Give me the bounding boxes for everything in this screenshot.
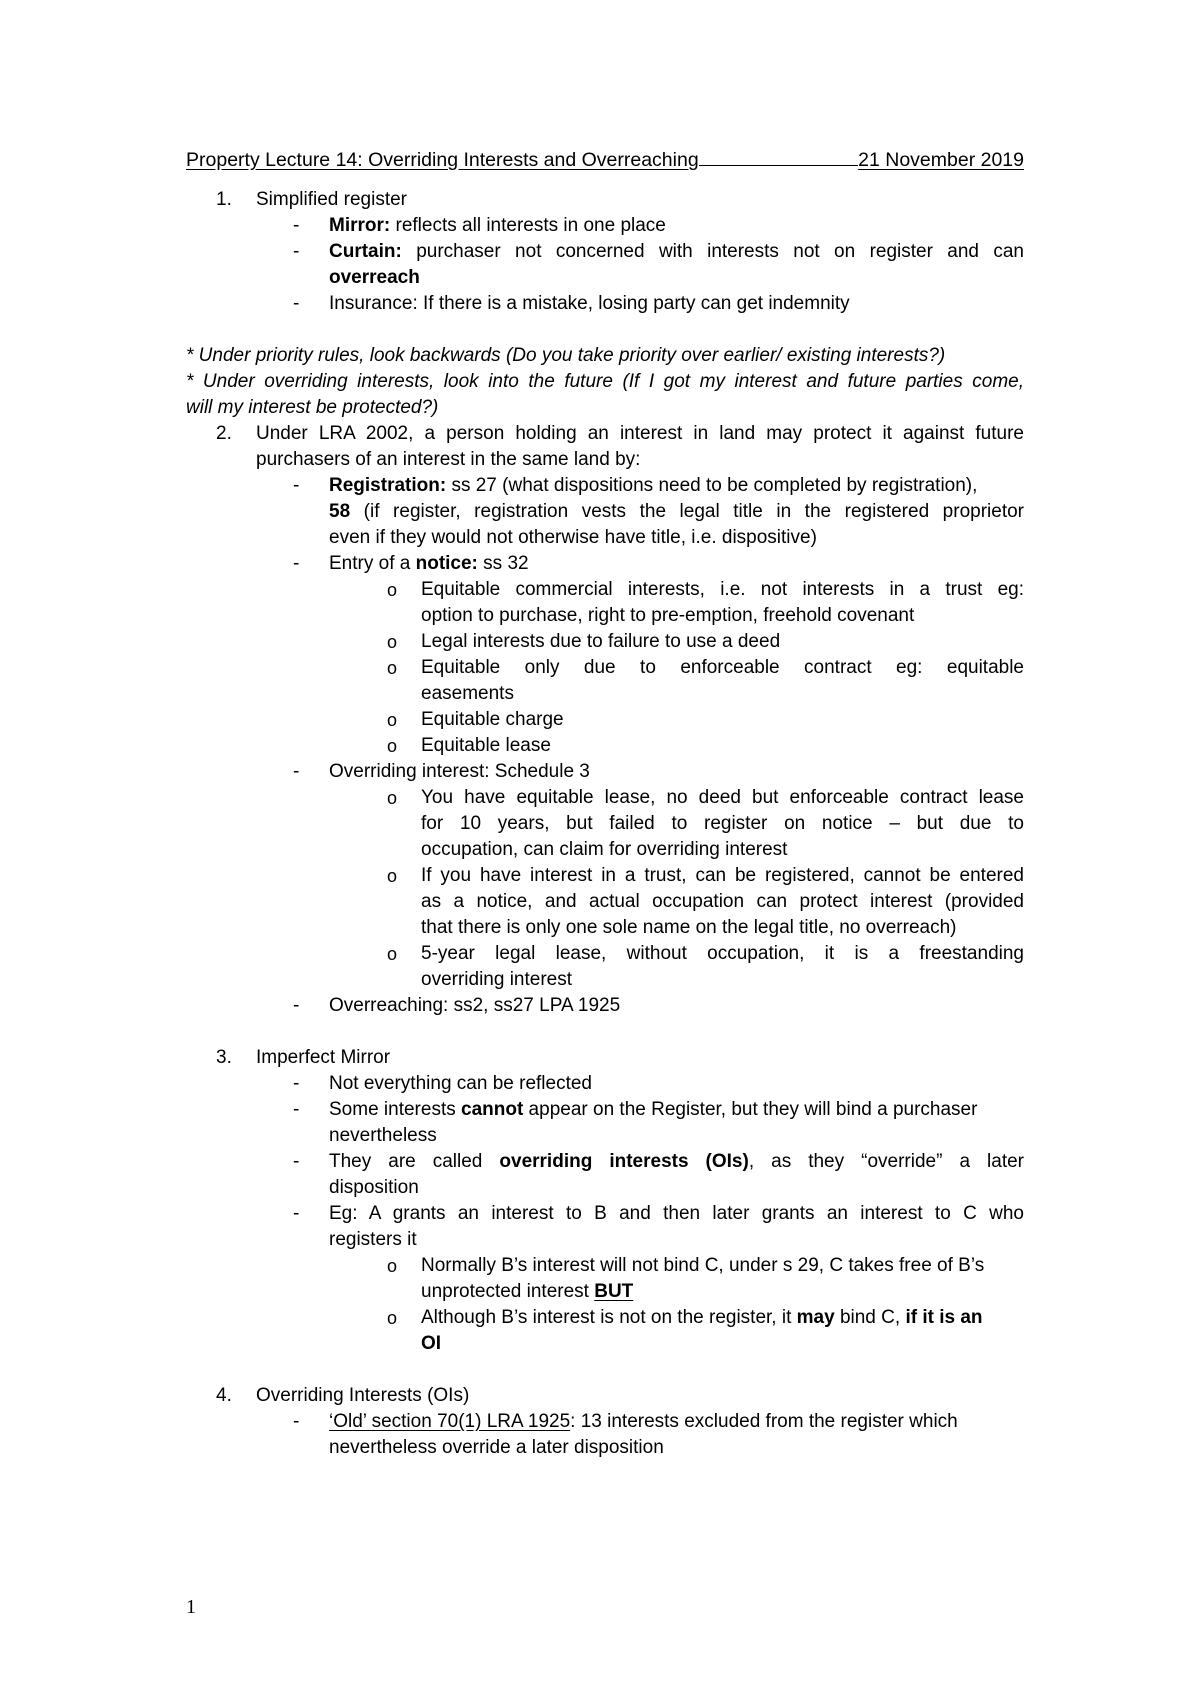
section-title: Imperfect Mirror xyxy=(256,1047,391,1068)
section-text: Under LRA 2002, a person holding an interest in land may protect it against future xyxy=(256,423,1024,444)
dash-bullet: - xyxy=(293,293,300,314)
section-title: Overriding Interests (OIs) xyxy=(256,1385,470,1406)
circle-bullet: o xyxy=(387,632,398,652)
dash-bullet: - xyxy=(293,1151,300,1172)
sub-item: Normally B’s interest will not bind C, under s 29, C takes free of B’s xyxy=(421,1255,985,1276)
circle-bullet: o xyxy=(387,944,398,964)
header-underline xyxy=(699,147,858,166)
list-item: Entry of a notice: ss 32 xyxy=(329,553,529,574)
list-item-continued: registers it xyxy=(329,1229,417,1250)
sub-item-continued: option to purchase, right to pre-emption, freehold covenant xyxy=(421,605,915,626)
sub-item-continued: OI xyxy=(421,1333,442,1354)
circle-bullet: o xyxy=(387,736,398,756)
dash-bullet: - xyxy=(293,241,300,262)
list-item: ‘Old’ section 70(1) LRA 1925: 13 interests excluded from the register which xyxy=(329,1411,958,1432)
sub-item-continued: as a notice, and actual occupation can protect interest (provided xyxy=(421,891,1024,912)
list-item: Overriding interest: Schedule 3 xyxy=(329,761,590,782)
list-item-continued: nevertheless override a later disposition xyxy=(329,1437,664,1458)
lecture-date: 21 November 2019 xyxy=(858,149,1024,171)
list-item: They are called overriding interests (OIs), as they “override” a later xyxy=(329,1151,1024,1172)
dash-bullet: - xyxy=(293,995,300,1016)
list-item-continued: even if they would not otherwise have title, i.e. dispositive) xyxy=(329,527,817,548)
circle-bullet: o xyxy=(387,580,398,600)
dash-bullet: - xyxy=(293,1073,300,1094)
list-item: Registration: ss 27 (what dispositions need to be completed by registration), xyxy=(329,475,978,496)
page-number: 1 xyxy=(186,1596,196,1618)
sub-item-continued: overriding interest xyxy=(421,969,573,990)
sub-item: If you have interest in a trust, can be registered, cannot be entered xyxy=(421,865,1024,886)
list-item: Insurance: If there is a mistake, losing party can get indemnity xyxy=(329,293,850,314)
overriding-note: * Under overriding interests, look into the future (If I got my interest and future parties come, xyxy=(186,371,1024,392)
dash-bullet: - xyxy=(293,761,300,782)
circle-bullet: o xyxy=(387,866,398,886)
section-number: 2. xyxy=(216,423,232,444)
list-item-continued: disposition xyxy=(329,1177,419,1198)
section-number: 4. xyxy=(216,1385,232,1406)
dash-bullet: - xyxy=(293,1203,300,1224)
section-number: 3. xyxy=(216,1047,232,1068)
section-title: Simplified register xyxy=(256,189,407,210)
sub-item: 5-year legal lease, without occupation, it is a freestanding xyxy=(421,943,1024,964)
dash-bullet: - xyxy=(293,475,300,496)
dash-bullet: - xyxy=(293,553,300,574)
list-item: Eg: A grants an interest to B and then later grants an interest to C who xyxy=(329,1203,1024,1224)
list-item: Curtain: purchaser not concerned with interests not on register and can xyxy=(329,241,1024,262)
dash-bullet: - xyxy=(293,215,300,236)
sub-item: Although B’s interest is not on the register, it may bind C, if it is an xyxy=(421,1307,983,1328)
sub-item-continued: for 10 years, but failed to register on notice – but due to xyxy=(421,813,1024,834)
list-item: Some interests cannot appear on the Register, but they will bind a purchaser xyxy=(329,1099,978,1120)
sub-item: You have equitable lease, no deed but enforceable contract lease xyxy=(421,787,1024,808)
circle-bullet: o xyxy=(387,658,398,678)
page-header xyxy=(186,147,1024,172)
circle-bullet: o xyxy=(387,710,398,730)
section-text-continued: purchasers of an interest in the same land by: xyxy=(256,449,641,470)
list-item-continued: nevertheless xyxy=(329,1125,437,1146)
list-item-continued: 58 (if register, registration vests the legal title in the registered proprietor xyxy=(329,501,1024,522)
section-number: 1. xyxy=(216,189,232,210)
circle-bullet: o xyxy=(387,788,398,808)
overriding-note-continued: will my interest be protected?) xyxy=(186,397,439,418)
list-item: Overreaching: ss2, ss27 LPA 1925 xyxy=(329,995,621,1016)
sub-item-continued: occupation, can claim for overriding interest xyxy=(421,839,788,860)
list-item: Mirror: reflects all interests in one place xyxy=(329,215,666,236)
circle-bullet: o xyxy=(387,1308,398,1328)
dash-bullet: - xyxy=(293,1411,300,1432)
sub-item-continued: easements xyxy=(421,683,514,704)
sub-item: Equitable commercial interests, i.e. not interests in a trust eg: xyxy=(421,579,1024,600)
priority-note: * Under priority rules, look backwards (Do you take priority over earlier/ existing interests?) xyxy=(186,345,946,366)
circle-bullet: o xyxy=(387,1256,398,1276)
sub-item-continued: that there is only one sole name on the legal title, no overreach) xyxy=(421,917,957,938)
list-item: Not everything can be reflected xyxy=(329,1073,592,1094)
lecture-title: Property Lecture 14: Overriding Interests and Overreaching xyxy=(186,149,699,171)
sub-item-continued: unprotected interest BUT xyxy=(421,1281,634,1302)
sub-item: Equitable lease xyxy=(421,735,551,756)
dash-bullet: - xyxy=(293,1099,300,1120)
sub-item: Legal interests due to failure to use a deed xyxy=(421,631,781,652)
sub-item: Equitable only due to enforceable contract eg: equitable xyxy=(421,657,1024,678)
list-item-continued: overreach xyxy=(329,267,420,288)
sub-item: Equitable charge xyxy=(421,709,564,730)
